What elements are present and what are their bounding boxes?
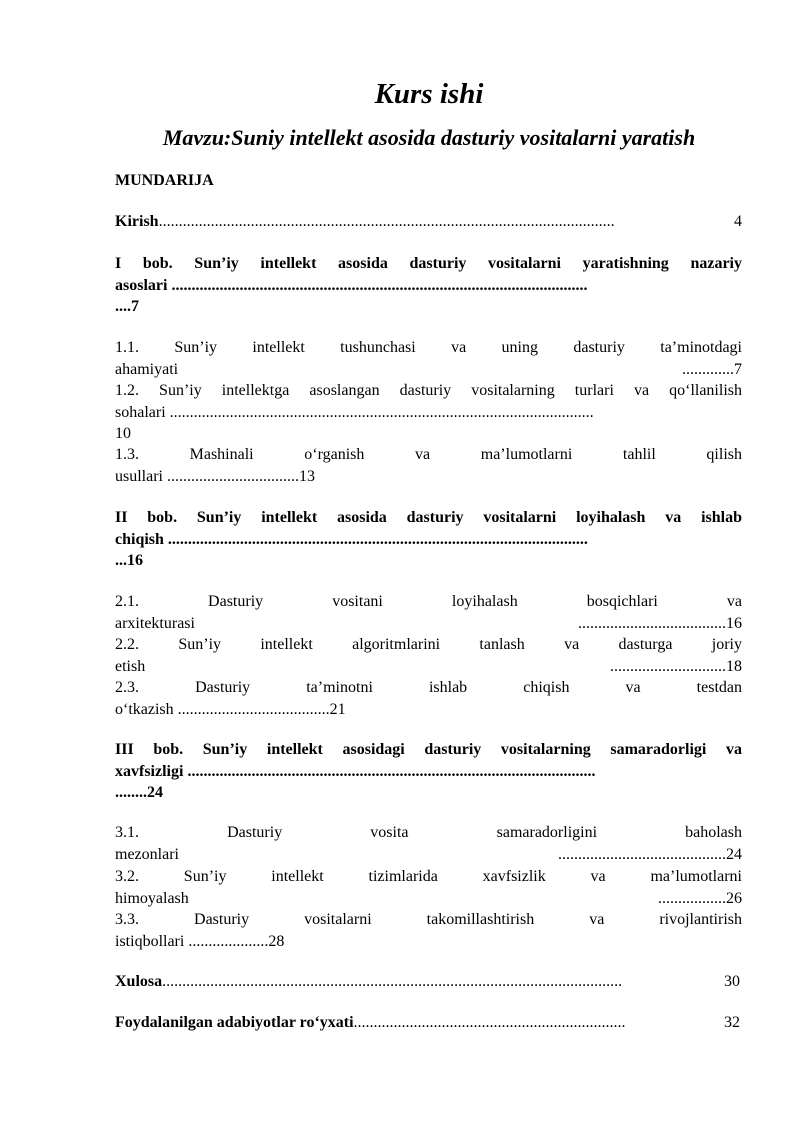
toc-entry-xulosa bbox=[115, 971, 740, 993]
toc-entry-2-1 bbox=[115, 591, 742, 634]
toc-entry-label: Kirish bbox=[115, 213, 159, 230]
toc-page-number: ..........................................24 bbox=[558, 845, 742, 863]
toc-entry-chapter-1 bbox=[115, 253, 742, 318]
toc-entry-1-2 bbox=[115, 380, 742, 445]
toc-entry-line: 3.3. Dasturiy vositalarni takomillashtirish va rivojlantirish bbox=[115, 911, 742, 928]
toc-entry-label: Foydalanilgan adabiyotlar ro‘yxati bbox=[115, 1014, 354, 1031]
toc-leader-dots: .................................................................................................................. bbox=[158, 213, 615, 230]
toc-page-number: .....................................16 bbox=[578, 614, 742, 632]
toc-entry-3-1 bbox=[115, 822, 742, 865]
toc-entry-line: 1.2. Sun’iy intellektga asoslangan dasturiy vositalarning turlari va qo‘llanilish bbox=[115, 382, 742, 399]
toc-page-number: 4 bbox=[734, 213, 742, 230]
toc-entry-line: etish bbox=[115, 657, 146, 675]
toc-entry-line: usullari .................................13 bbox=[115, 467, 315, 485]
toc-page-number: ....7 bbox=[115, 298, 139, 315]
toc-entry-line: I bob. Sun’iy intellekt asosida dasturiy vositalarni yaratishning nazariy bbox=[115, 255, 742, 272]
toc-leader-dots: ................................................................................................................... bbox=[162, 973, 623, 990]
toc-entry-1-3 bbox=[115, 444, 742, 487]
toc-leader-dots: .................................................................... bbox=[353, 1014, 626, 1031]
toc-entry-line: mezonlari bbox=[115, 845, 179, 863]
toc-page-number: ........24 bbox=[115, 784, 163, 801]
toc-entry-line: II bob. Sun’iy intellekt asosida dasturiy vositalarni loyihalash va ishlab bbox=[115, 509, 742, 526]
toc-heading: MUNDARIJA bbox=[115, 172, 214, 189]
toc-entry-line: 1.3. Mashinali o‘rganish va ma’lumotlarni tahlil qilish bbox=[115, 446, 742, 463]
toc-entry-label: Xulosa bbox=[115, 973, 163, 990]
toc-entry-line: 3.1. Dasturiy vosita samaradorligini baholash bbox=[115, 824, 742, 841]
toc-page-number: .............................18 bbox=[610, 657, 742, 675]
toc-entry-line: 2.2. Sun’iy intellekt algoritmlarini tanlash va dasturga joriy bbox=[115, 636, 742, 653]
toc-page-number: ...16 bbox=[115, 552, 143, 569]
toc-entry-1-1 bbox=[115, 337, 742, 380]
toc-entry-line: ahamiyati bbox=[115, 360, 179, 378]
toc-page-number: .............7 bbox=[682, 360, 742, 378]
toc-entry-line: xavfsizligi ...................................................................................................... bbox=[115, 762, 596, 780]
toc-entry-3-3 bbox=[115, 909, 742, 952]
toc-entry-kirish bbox=[115, 211, 742, 233]
toc-page-number: .................26 bbox=[658, 889, 742, 907]
toc-entry-3-2 bbox=[115, 866, 742, 909]
toc-entry-line: arxitekturasi bbox=[115, 614, 195, 632]
toc-entry-references bbox=[115, 1012, 740, 1034]
toc-entry-2-2 bbox=[115, 634, 742, 677]
toc-page-number: 30 bbox=[724, 973, 740, 990]
toc-entry-line: himoyalash bbox=[115, 889, 189, 907]
toc-page-number: 32 bbox=[724, 1014, 740, 1031]
toc-entry-line: 2.1. Dasturiy vositani loyihalash bosqichlari va bbox=[115, 593, 742, 610]
document-title: Kurs ishi bbox=[374, 78, 484, 110]
document-subtitle: Mavzu:Suniy intellekt asosida dasturiy vositalarni yaratish bbox=[162, 125, 696, 150]
toc-entry-line: chiqish ......................................................................................................... bbox=[115, 530, 588, 548]
toc-entry-line: 1.1. Sun’iy intellekt tushunchasi va uning dasturiy ta’minotdagi bbox=[115, 339, 742, 356]
toc-entry-line: 3.2. Sun’iy intellekt tizimlarida xavfsizlik va ma’lumotlarni bbox=[115, 868, 742, 885]
toc-entry-chapter-3 bbox=[115, 739, 742, 804]
toc-entry-line: istiqbollari ....................28 bbox=[115, 932, 285, 950]
toc-entry-line: o‘tkazish ......................................21 bbox=[115, 700, 346, 718]
toc-entry-line: asoslari ........................................................................................................ bbox=[115, 276, 588, 294]
toc-entry-2-3 bbox=[115, 677, 742, 720]
toc-entry-line: 2.3. Dasturiy ta’minotni ishlab chiqish va testdan bbox=[115, 679, 742, 696]
toc-entry-line: III bob. Sun’iy intellekt asosidagi dasturiy vositalarning samaradorligi va bbox=[115, 741, 742, 758]
toc-entry-chapter-2 bbox=[115, 507, 742, 572]
toc-page-number: 10 bbox=[115, 425, 131, 442]
toc-entry-line: sohalari .......................................................................................................... bbox=[115, 403, 594, 421]
